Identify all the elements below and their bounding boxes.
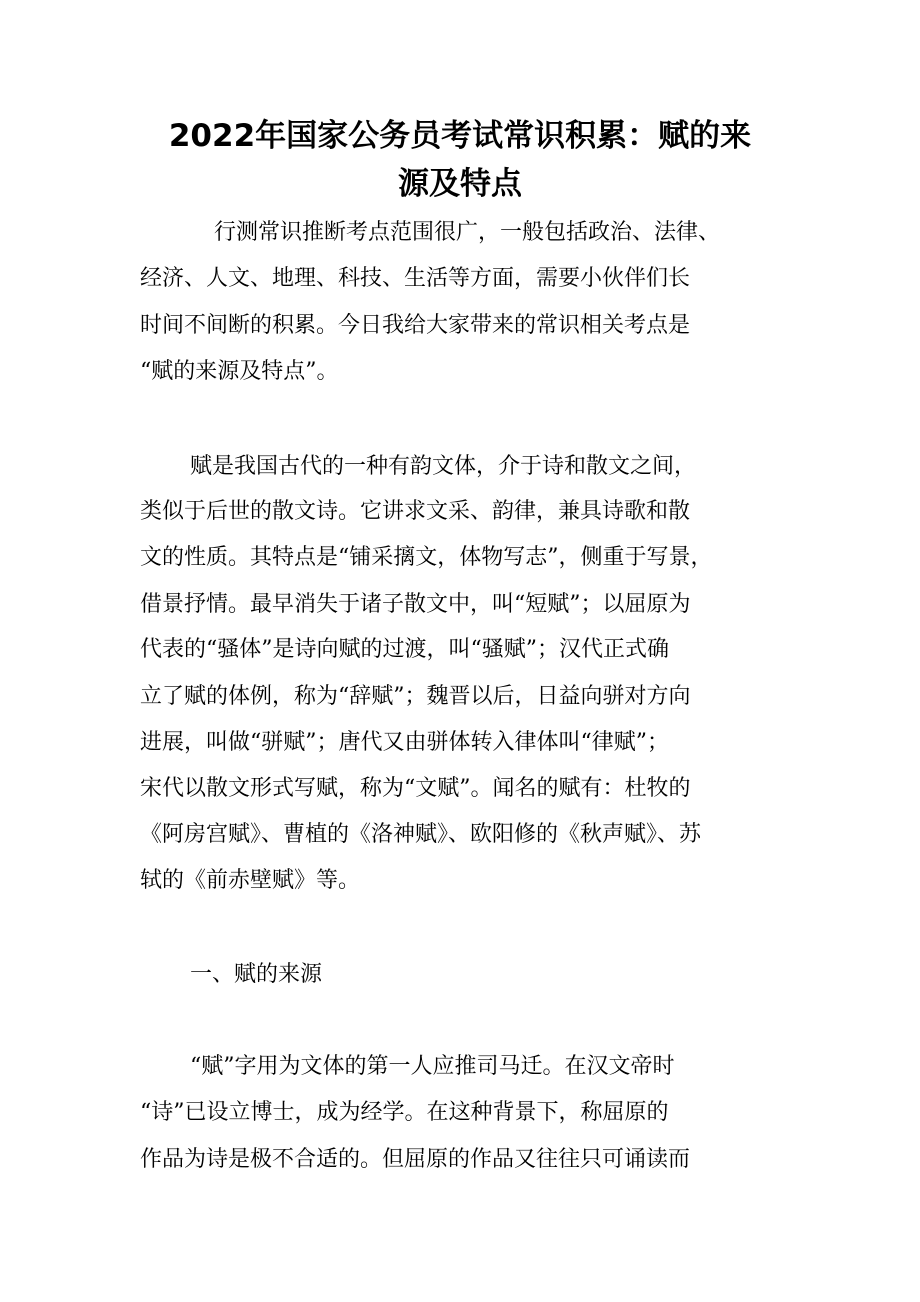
intro-line: 经济、人文、地理、科技、生活等方面，需要小伙伴们长 — [140, 266, 691, 291]
body-line: 作品为诗是极不合适的。但屈原的作品又往往只可诵读而 — [140, 1147, 691, 1172]
intro-line: “赋的来源及特点”。 — [140, 359, 339, 384]
section-heading: 一、赋的来源 — [190, 962, 323, 987]
body-line: 类似于后世的散文诗。它讲求文采、韵律，兼具诗歌和散 — [140, 499, 691, 524]
body-line: “诗”已设立博士，成为经学。在这种背景下，称屈原的 — [140, 1100, 669, 1125]
title-line-2: 源及特点 — [398, 166, 522, 202]
body-line: 宋代以散文形式写赋，称为“文赋”。闻名的赋有：杜牧的 — [140, 776, 691, 801]
intro-line: 时间不间断的积累。今日我给大家带来的常识相关考点是 — [140, 313, 691, 338]
body-line: “赋”字用为文体的第一人应推司马迁。在汉文帝时 — [190, 1054, 675, 1079]
body-line: 代表的“骚体”是诗向赋的过渡，叫“骚赋”；汉代正式确 — [140, 637, 669, 662]
body-line: 进展，叫做“骈赋”；唐代又由骈体转入律体叫“律赋”； — [140, 730, 669, 755]
body-line: 赋是我国古代的一种有韵文体，介于诗和散文之间， — [190, 454, 697, 479]
body-line: 《阿房宫赋》、曹植的《洛神赋》、欧阳修的《秋声赋》、苏 — [140, 822, 702, 847]
title-line-1: 2022年国家公务员考试常识积累：赋的来 — [168, 118, 752, 154]
body-line: 立了赋的体例，称为“辞赋”；魏晋以后，日益向骈对方向 — [140, 684, 691, 709]
body-line: 文的性质。其特点是“铺采摛文，体物写志”，侧重于写景， — [140, 545, 713, 570]
body-line: 轼的《前赤壁赋》等。 — [140, 868, 361, 893]
document-title — [120, 112, 800, 208]
body-line: 借景抒情。最早消失于诸子散文中，叫“短赋”；以屈原为 — [140, 592, 691, 617]
intro-line: 行测常识推断考点范围很广，一般包括政治、法律、 — [214, 220, 721, 245]
